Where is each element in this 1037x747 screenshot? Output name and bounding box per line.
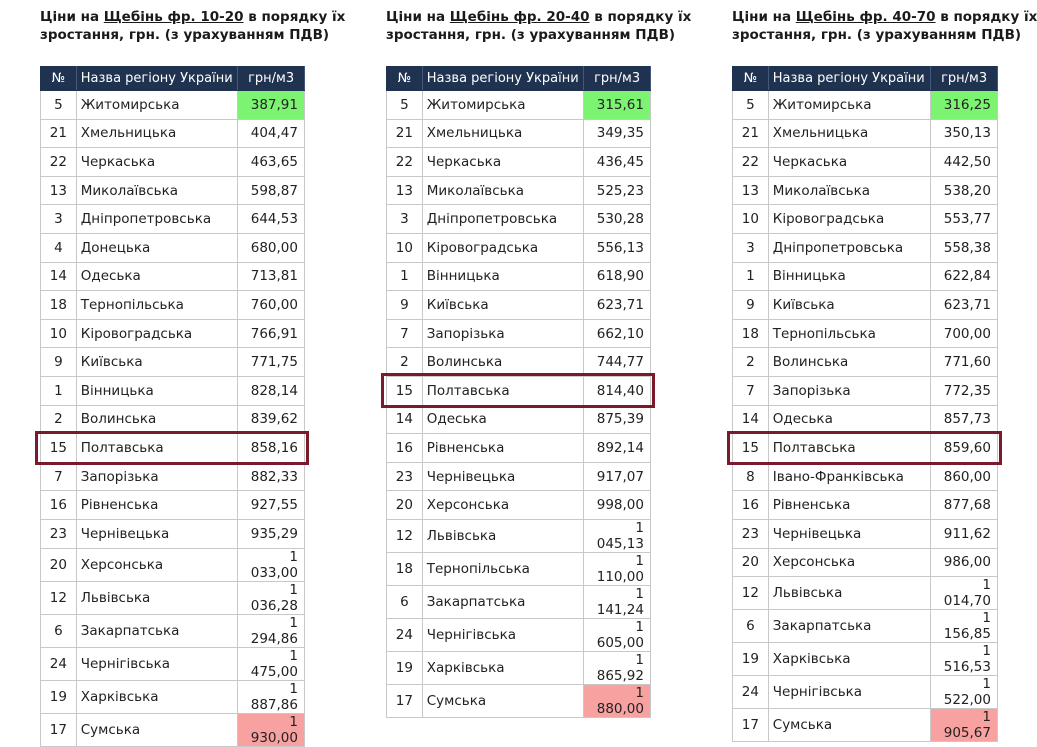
row-price: 927,55 (238, 491, 305, 520)
row-region: Київська (768, 291, 930, 320)
panel-title: Ціни на Щебінь фр. 40-70 в порядку їх зростання, грн. (з урахуванням ПДВ) (732, 9, 1037, 43)
row-num: 2 (387, 348, 423, 377)
table-row (41, 376, 305, 405)
row-num: 16 (41, 491, 77, 520)
table-row (41, 291, 305, 320)
table-row (733, 233, 998, 262)
row-region: Житомирська (422, 91, 583, 120)
row-num: 1 (733, 262, 769, 291)
row-price: 1 156,85 (931, 610, 998, 643)
row-num: 2 (41, 405, 77, 434)
table-row (387, 291, 651, 320)
row-price: 814,40 (584, 376, 651, 405)
row-price: 680,00 (238, 233, 305, 262)
row-region: Чернівецька (76, 519, 237, 548)
row-num: 24 (733, 676, 769, 709)
row-price: 911,62 (931, 519, 998, 548)
row-region: Полтавська (768, 434, 930, 463)
row-price: 525,23 (584, 176, 651, 205)
column-header-num: № (733, 67, 769, 91)
table-row (387, 405, 651, 434)
row-price: 1 522,00 (931, 676, 998, 709)
table-row (387, 462, 651, 491)
row-region: Запорізька (768, 376, 930, 405)
table-header-row (41, 67, 305, 91)
row-price: 998,00 (584, 491, 651, 520)
row-region: Рівненська (76, 491, 237, 520)
row-region: Черкаська (422, 148, 583, 177)
table-row (387, 519, 651, 552)
row-price: 436,45 (584, 148, 651, 177)
product-name: Щебінь фр. 40-70 (795, 9, 936, 25)
table-row (41, 614, 305, 647)
row-region: Хмельницька (768, 119, 930, 148)
table-row (41, 148, 305, 177)
row-region: Тернопільська (422, 552, 583, 585)
table-row (733, 548, 998, 577)
row-region: Кіровоградська (768, 205, 930, 234)
row-region: Чернівецька (768, 519, 930, 548)
table-row (41, 91, 305, 120)
table-row (387, 651, 651, 684)
row-price: 1 475,00 (238, 647, 305, 680)
row-num: 2 (733, 348, 769, 377)
row-num: 18 (733, 319, 769, 348)
table-row (387, 176, 651, 205)
row-region: Харківська (768, 643, 930, 676)
table-row (733, 376, 998, 405)
row-price: 828,14 (238, 376, 305, 405)
row-num: 16 (387, 434, 423, 463)
table-row (41, 647, 305, 680)
row-region: Житомирська (768, 91, 930, 120)
column-header-num: № (41, 67, 77, 91)
table-row (387, 148, 651, 177)
row-num: 3 (41, 205, 77, 234)
table-row (41, 713, 305, 746)
row-num: 23 (387, 462, 423, 491)
row-region: Херсонська (422, 491, 583, 520)
table-row (733, 205, 998, 234)
row-price: 713,81 (238, 262, 305, 291)
row-region: Волинська (768, 348, 930, 377)
row-region: Вінницька (768, 262, 930, 291)
table-row (41, 262, 305, 291)
table-row (733, 291, 998, 320)
row-price: 892,14 (584, 434, 651, 463)
row-price: 404,47 (238, 119, 305, 148)
row-num: 12 (387, 519, 423, 552)
row-region: Одеська (422, 405, 583, 434)
row-num: 14 (41, 262, 77, 291)
table-row (41, 233, 305, 262)
row-num: 19 (41, 680, 77, 713)
row-price: 316,25 (931, 91, 998, 120)
table-row (41, 548, 305, 581)
table-row (41, 581, 305, 614)
table-row (41, 348, 305, 377)
row-region: Херсонська (76, 548, 237, 581)
table-row (387, 233, 651, 262)
row-region: Тернопільська (768, 319, 930, 348)
panel-2 (386, 8, 691, 44)
row-num: 4 (41, 233, 77, 262)
table-row (733, 91, 998, 120)
row-price: 771,75 (238, 348, 305, 377)
row-price: 700,00 (931, 319, 998, 348)
row-price: 1 865,92 (584, 651, 651, 684)
row-region: Запорізька (422, 319, 583, 348)
panel-1 (40, 8, 345, 44)
row-region: Вінницька (422, 262, 583, 291)
row-price: 935,29 (238, 519, 305, 548)
row-num: 14 (733, 405, 769, 434)
row-region: Львівська (422, 519, 583, 552)
row-price: 598,87 (238, 176, 305, 205)
row-price: 839,62 (238, 405, 305, 434)
row-num: 10 (387, 233, 423, 262)
row-num: 19 (733, 643, 769, 676)
row-region: Київська (422, 291, 583, 320)
row-region: Закарпатська (422, 585, 583, 618)
row-price: 1 887,86 (238, 680, 305, 713)
row-price: 623,71 (931, 291, 998, 320)
table-row (387, 376, 651, 405)
column-header-price: грн/м3 (238, 67, 305, 91)
row-price: 882,33 (238, 462, 305, 491)
row-region: Рівненська (422, 434, 583, 463)
row-num: 12 (41, 581, 77, 614)
table-row (41, 680, 305, 713)
row-price: 538,20 (931, 176, 998, 205)
row-price: 859,60 (931, 434, 998, 463)
row-num: 13 (387, 176, 423, 205)
row-num: 20 (387, 491, 423, 520)
table-row (733, 262, 998, 291)
row-region: Миколаївська (768, 176, 930, 205)
row-num: 5 (41, 91, 77, 120)
row-price: 1 880,00 (584, 684, 651, 717)
row-num: 19 (387, 651, 423, 684)
row-price: 662,10 (584, 319, 651, 348)
table-row (41, 205, 305, 234)
row-num: 6 (733, 610, 769, 643)
row-region: Харківська (76, 680, 237, 713)
row-region: Вінницька (76, 376, 237, 405)
row-region: Полтавська (76, 434, 237, 463)
table-row (733, 405, 998, 434)
row-price: 558,38 (931, 233, 998, 262)
row-price: 530,28 (584, 205, 651, 234)
panel-3 (732, 8, 1037, 44)
table-row (387, 91, 651, 120)
row-price: 387,91 (238, 91, 305, 120)
row-num: 1 (387, 262, 423, 291)
row-region: Дніпропетровська (76, 205, 237, 234)
row-num: 20 (41, 548, 77, 581)
row-num: 5 (387, 91, 423, 120)
row-region: Чернігівська (422, 618, 583, 651)
column-header-region: Назва регіону України (768, 67, 930, 91)
table-row (733, 676, 998, 709)
table-header-row (733, 67, 998, 91)
column-header-region: Назва регіону України (422, 67, 583, 91)
row-region: Кіровоградська (422, 233, 583, 262)
row-price: 744,77 (584, 348, 651, 377)
row-price: 1 905,67 (931, 709, 998, 742)
row-price: 1 516,53 (931, 643, 998, 676)
table-row (41, 119, 305, 148)
row-region: Рівненська (768, 491, 930, 520)
row-num: 6 (387, 585, 423, 618)
row-num: 24 (387, 618, 423, 651)
table-row (733, 577, 998, 610)
table-row (387, 434, 651, 463)
row-region: Черкаська (768, 148, 930, 177)
table-row (387, 205, 651, 234)
row-region: Херсонська (768, 548, 930, 577)
table-row (41, 319, 305, 348)
row-price: 1 014,70 (931, 577, 998, 610)
table-row (733, 434, 998, 463)
row-region: Волинська (422, 348, 583, 377)
row-num: 21 (387, 119, 423, 148)
column-header-region: Назва регіону України (76, 67, 237, 91)
table-row (733, 519, 998, 548)
table-header-row (387, 67, 651, 91)
row-num: 18 (41, 291, 77, 320)
column-header-price: грн/м3 (931, 67, 998, 91)
table-row (387, 618, 651, 651)
row-region: Львівська (768, 577, 930, 610)
row-price: 857,73 (931, 405, 998, 434)
row-price: 622,84 (931, 262, 998, 291)
row-num: 13 (41, 176, 77, 205)
row-region: Донецька (76, 233, 237, 262)
row-num: 9 (41, 348, 77, 377)
row-num: 7 (41, 462, 77, 491)
row-price: 442,50 (931, 148, 998, 177)
table-row (387, 491, 651, 520)
column-header-num: № (387, 67, 423, 91)
row-price: 766,91 (238, 319, 305, 348)
price-table-3 (732, 66, 998, 742)
row-num: 7 (387, 319, 423, 348)
row-num: 15 (41, 434, 77, 463)
table-row (387, 119, 651, 148)
row-num: 6 (41, 614, 77, 647)
row-region: Закарпатська (76, 614, 237, 647)
row-price: 760,00 (238, 291, 305, 320)
row-region: Київська (76, 348, 237, 377)
product-name: Щебінь фр. 20-40 (449, 9, 590, 25)
row-num: 3 (733, 233, 769, 262)
row-price: 1 294,86 (238, 614, 305, 647)
row-price: 771,60 (931, 348, 998, 377)
row-num: 10 (733, 205, 769, 234)
row-price: 1 605,00 (584, 618, 651, 651)
row-region: Закарпатська (768, 610, 930, 643)
row-region: Полтавська (422, 376, 583, 405)
row-price: 877,68 (931, 491, 998, 520)
table-row (733, 148, 998, 177)
row-region: Кіровоградська (76, 319, 237, 348)
row-region: Одеська (768, 405, 930, 434)
price-table-1 (40, 66, 305, 747)
table-row (733, 643, 998, 676)
row-region: Дніпропетровська (768, 233, 930, 262)
row-num: 1 (41, 376, 77, 405)
row-num: 3 (387, 205, 423, 234)
row-num: 22 (41, 148, 77, 177)
row-num: 12 (733, 577, 769, 610)
row-num: 7 (733, 376, 769, 405)
row-price: 556,13 (584, 233, 651, 262)
row-num: 16 (733, 491, 769, 520)
row-price: 917,07 (584, 462, 651, 491)
row-region: Дніпропетровська (422, 205, 583, 234)
row-region: Тернопільська (76, 291, 237, 320)
row-price: 623,71 (584, 291, 651, 320)
row-num: 18 (387, 552, 423, 585)
panel-title: Ціни на Щебінь фр. 10-20 в порядку їх зростання, грн. (з урахуванням ПДВ) (40, 9, 346, 43)
row-price: 1 033,00 (238, 548, 305, 581)
row-price: 349,35 (584, 119, 651, 148)
row-region: Чернігівська (76, 647, 237, 680)
row-region: Миколаївська (76, 176, 237, 205)
row-region: Івано-Франківська (768, 462, 930, 491)
table-row (733, 176, 998, 205)
table-row (733, 462, 998, 491)
product-name: Щебінь фр. 10-20 (103, 9, 244, 25)
row-num: 22 (733, 148, 769, 177)
table-row (387, 319, 651, 348)
row-price: 1 930,00 (238, 713, 305, 746)
row-price: 463,65 (238, 148, 305, 177)
table-row (733, 610, 998, 643)
table-row (387, 585, 651, 618)
panel-title: Ціни на Щебінь фр. 20-40 в порядку їх зростання, грн. (з урахуванням ПДВ) (386, 9, 692, 43)
table-row (41, 405, 305, 434)
row-num: 10 (41, 319, 77, 348)
row-num: 5 (733, 91, 769, 120)
row-num: 17 (387, 684, 423, 717)
row-price: 1 110,00 (584, 552, 651, 585)
row-num: 24 (41, 647, 77, 680)
table-row (41, 462, 305, 491)
row-num: 9 (733, 291, 769, 320)
row-region: Сумська (768, 709, 930, 742)
row-num: 22 (387, 148, 423, 177)
row-num: 14 (387, 405, 423, 434)
row-region: Хмельницька (422, 119, 583, 148)
table-row (41, 176, 305, 205)
row-price: 1 141,24 (584, 585, 651, 618)
row-region: Миколаївська (422, 176, 583, 205)
row-region: Черкаська (76, 148, 237, 177)
row-region: Одеська (76, 262, 237, 291)
row-region: Чернігівська (768, 676, 930, 709)
row-price: 772,35 (931, 376, 998, 405)
row-num: 23 (41, 519, 77, 548)
row-price: 644,53 (238, 205, 305, 234)
row-price: 860,00 (931, 462, 998, 491)
row-price: 875,39 (584, 405, 651, 434)
table-row (41, 491, 305, 520)
row-num: 15 (387, 376, 423, 405)
table-row (387, 348, 651, 377)
row-num: 8 (733, 462, 769, 491)
table-row (387, 262, 651, 291)
row-price: 553,77 (931, 205, 998, 234)
row-region: Хмельницька (76, 119, 237, 148)
row-region: Сумська (76, 713, 237, 746)
row-num: 21 (733, 119, 769, 148)
row-num: 15 (733, 434, 769, 463)
row-region: Чернівецька (422, 462, 583, 491)
row-num: 13 (733, 176, 769, 205)
row-price: 1 045,13 (584, 519, 651, 552)
row-region: Львівська (76, 581, 237, 614)
row-price: 986,00 (931, 548, 998, 577)
column-header-price: грн/м3 (584, 67, 651, 91)
row-region: Харківська (422, 651, 583, 684)
table-row (733, 119, 998, 148)
table-row (733, 709, 998, 742)
row-num: 21 (41, 119, 77, 148)
row-price: 315,61 (584, 91, 651, 120)
row-num: 20 (733, 548, 769, 577)
row-region: Волинська (76, 405, 237, 434)
row-price: 350,13 (931, 119, 998, 148)
table-row (387, 684, 651, 717)
row-num: 23 (733, 519, 769, 548)
row-num: 17 (733, 709, 769, 742)
row-region: Житомирська (76, 91, 237, 120)
row-region: Сумська (422, 684, 583, 717)
row-region: Запорізька (76, 462, 237, 491)
table-row (733, 491, 998, 520)
row-price: 858,16 (238, 434, 305, 463)
row-num: 17 (41, 713, 77, 746)
table-row (733, 348, 998, 377)
row-price: 618,90 (584, 262, 651, 291)
table-row (41, 434, 305, 463)
row-price: 1 036,28 (238, 581, 305, 614)
table-row (387, 552, 651, 585)
table-row (41, 519, 305, 548)
price-table-2 (386, 66, 651, 718)
table-row (733, 319, 998, 348)
row-num: 9 (387, 291, 423, 320)
